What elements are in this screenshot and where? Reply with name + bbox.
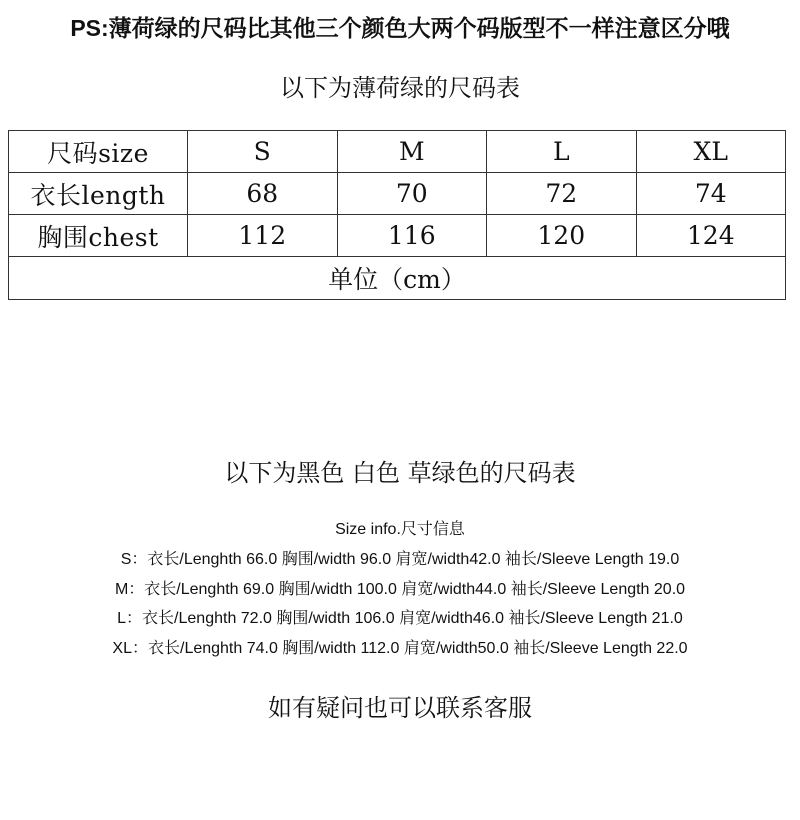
size-info-title: Size info.尺寸信息 (335, 521, 465, 538)
unit-cell: 单位（cm） (9, 257, 786, 300)
header-cell-m: M (337, 131, 487, 173)
row-label-chest: 胸围chest (9, 215, 188, 257)
contact-support-note: 如有疑问也可以联系客服 (268, 694, 532, 722)
header-cell-l: L (487, 131, 637, 173)
mint-size-table (8, 130, 786, 300)
header-cell-s: S (188, 131, 338, 173)
chest-cell-m: 116 (337, 215, 487, 257)
chest-cell-xl: 124 (636, 215, 786, 257)
length-cell-xl: 74 (636, 173, 786, 215)
row-label-length: 衣长length (9, 173, 188, 215)
table-unit-row (9, 257, 786, 300)
size-info-row-xl: XL：衣长/Lenghth 74.0 胸围/width 112.0 肩宽/width50.0 袖长/Sleeve Length 22.0 (112, 640, 688, 657)
chest-cell-s: 112 (188, 215, 338, 257)
other-colors-heading: 以下为黑色 白色 草绿色的尺码表 (224, 459, 576, 487)
size-info-row-l: L：衣长/Lenghth 72.0 胸围/width 106.0 肩宽/width46.0 袖长/Sleeve Length 21.0 (117, 610, 683, 627)
header-cell-size: 尺码size (9, 131, 188, 173)
ps-note: PS:薄荷绿的尺码比其他三个颜色大两个码版型不一样注意区分哦 (70, 15, 730, 41)
chest-cell-l: 120 (487, 215, 637, 257)
table-row-length (9, 173, 786, 215)
mint-size-table-heading: 以下为薄荷绿的尺码表 (280, 74, 520, 102)
header-cell-xl: XL (636, 131, 786, 173)
length-cell-l: 72 (487, 173, 637, 215)
length-cell-s: 68 (188, 173, 338, 215)
size-info-row-s: S：衣长/Lenghth 66.0 胸围/width 96.0 肩宽/width42.0 袖长/Sleeve Length 19.0 (120, 551, 680, 568)
table-row-chest (9, 215, 786, 257)
size-info-row-m: M：衣长/Lenghth 69.0 胸围/width 100.0 肩宽/width44.0 袖长/Sleeve Length 20.0 (114, 581, 686, 598)
length-cell-m: 70 (337, 173, 487, 215)
table-header-row (9, 131, 786, 173)
